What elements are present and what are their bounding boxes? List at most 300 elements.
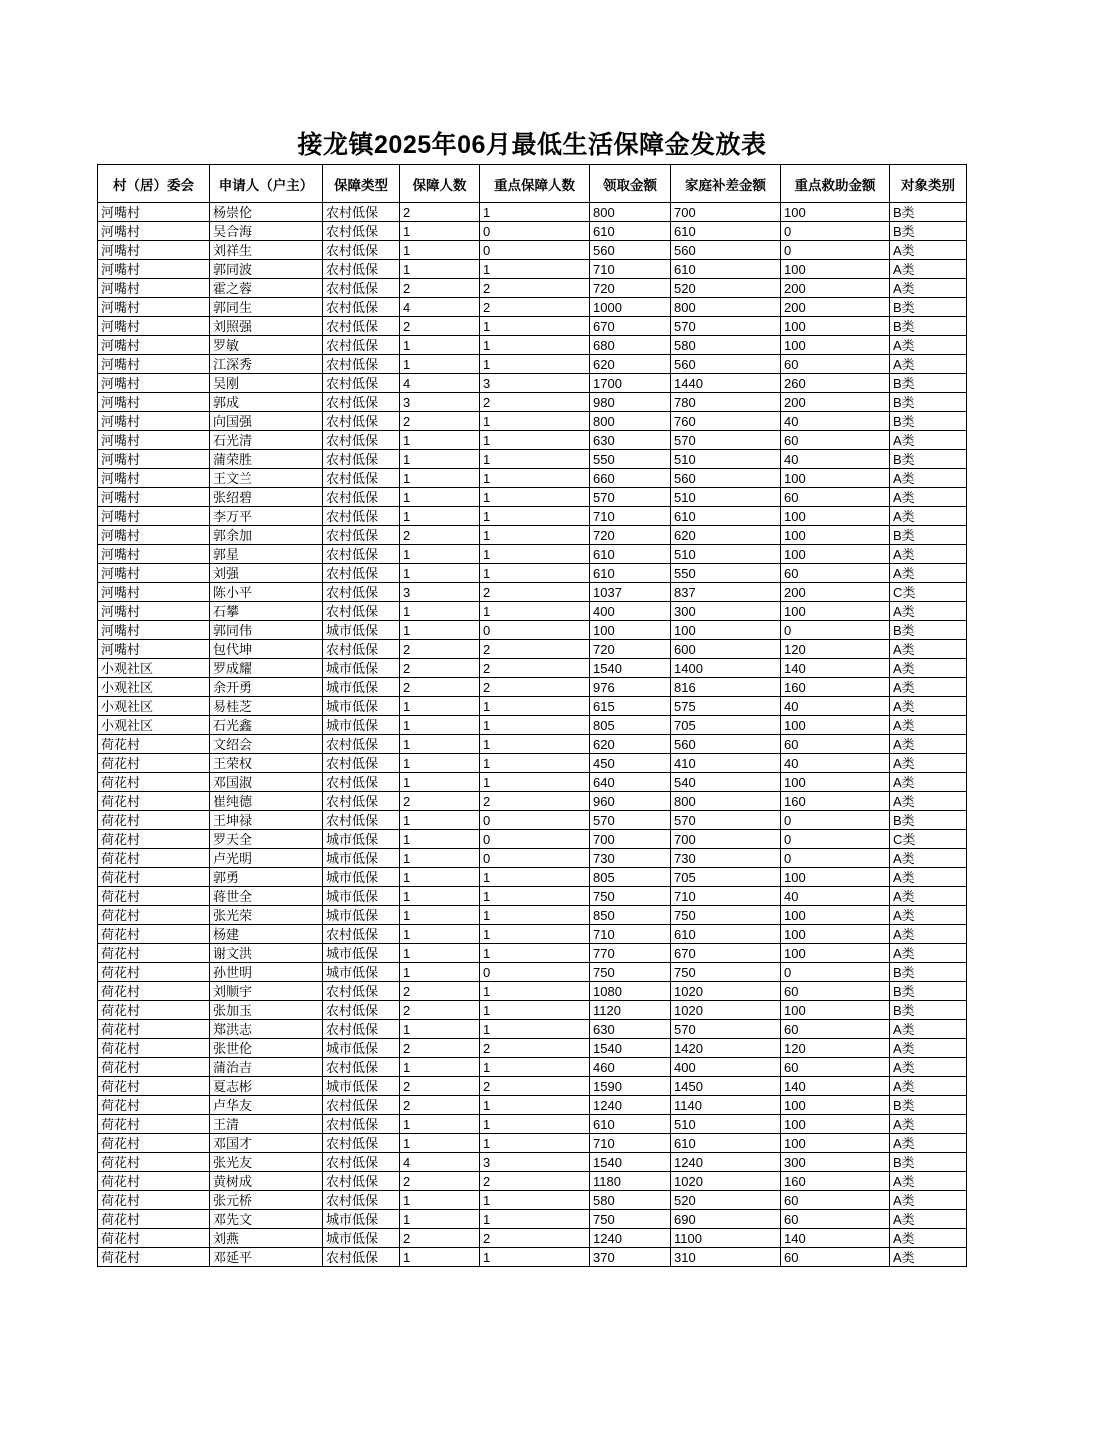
table-cell: 农村低保 bbox=[323, 640, 400, 659]
table-cell: 农村低保 bbox=[323, 1001, 400, 1020]
table-cell: 城市低保 bbox=[323, 697, 400, 716]
table-row bbox=[98, 792, 967, 811]
table-cell: 300 bbox=[781, 1153, 890, 1172]
table-row bbox=[98, 925, 967, 944]
table-cell: 河嘴村 bbox=[98, 241, 210, 260]
table-cell: 农村低保 bbox=[323, 241, 400, 260]
table-cell: 160 bbox=[781, 1172, 890, 1191]
table-cell: 3 bbox=[400, 583, 480, 602]
table-row bbox=[98, 1039, 967, 1058]
table-row bbox=[98, 317, 967, 336]
table-cell: 城市低保 bbox=[323, 1229, 400, 1248]
table-row bbox=[98, 393, 967, 412]
table-cell: 2 bbox=[400, 659, 480, 678]
table-row bbox=[98, 203, 967, 222]
table-cell: 农村低保 bbox=[323, 1020, 400, 1039]
table-cell: 560 bbox=[671, 241, 781, 260]
table-cell: 200 bbox=[781, 279, 890, 298]
table-cell: 100 bbox=[781, 545, 890, 564]
table-cell: 郭同波 bbox=[210, 260, 323, 279]
table-row bbox=[98, 1172, 967, 1191]
table-cell: 1 bbox=[480, 1134, 590, 1153]
table-cell: 1 bbox=[400, 963, 480, 982]
table-cell: 蒲治吉 bbox=[210, 1058, 323, 1077]
table-cell: 2 bbox=[400, 678, 480, 697]
table-row bbox=[98, 621, 967, 640]
table-cell: 510 bbox=[671, 450, 781, 469]
table-cell: 0 bbox=[781, 621, 890, 640]
table-cell: 800 bbox=[671, 792, 781, 811]
table-cell: 1 bbox=[480, 944, 590, 963]
table-cell: 农村低保 bbox=[323, 1058, 400, 1077]
table-cell: 1020 bbox=[671, 1172, 781, 1191]
table-cell: 1540 bbox=[590, 1039, 671, 1058]
table-cell: 荷花村 bbox=[98, 735, 210, 754]
table-row bbox=[98, 754, 967, 773]
table-cell: 邓延平 bbox=[210, 1248, 323, 1267]
table-cell: 1240 bbox=[590, 1096, 671, 1115]
table-cell: 河嘴村 bbox=[98, 317, 210, 336]
table-cell: 河嘴村 bbox=[98, 393, 210, 412]
table-cell: 1400 bbox=[671, 659, 781, 678]
table-cell: 农村低保 bbox=[323, 279, 400, 298]
table-cell: B类 bbox=[890, 1153, 967, 1172]
table-cell: 100 bbox=[781, 507, 890, 526]
table-row bbox=[98, 887, 967, 906]
table-cell: 710 bbox=[590, 260, 671, 279]
table-cell: 荷花村 bbox=[98, 1172, 210, 1191]
table-cell: 1590 bbox=[590, 1077, 671, 1096]
table-cell: 荷花村 bbox=[98, 925, 210, 944]
table-cell: 吴刚 bbox=[210, 374, 323, 393]
table-cell: 郑洪志 bbox=[210, 1020, 323, 1039]
table-cell: 石攀 bbox=[210, 602, 323, 621]
table-row bbox=[98, 1096, 967, 1115]
table-cell: 100 bbox=[781, 1134, 890, 1153]
table-row bbox=[98, 583, 967, 602]
table-cell: 2 bbox=[400, 412, 480, 431]
table-cell: 1240 bbox=[590, 1229, 671, 1248]
table-cell: 560 bbox=[671, 355, 781, 374]
table-cell: 580 bbox=[590, 1191, 671, 1210]
table-cell: C类 bbox=[890, 583, 967, 602]
table-row bbox=[98, 773, 967, 792]
table-cell: 城市低保 bbox=[323, 1210, 400, 1229]
table-cell: 560 bbox=[671, 469, 781, 488]
table-cell: 崔纯德 bbox=[210, 792, 323, 811]
table-cell: 河嘴村 bbox=[98, 298, 210, 317]
table-row bbox=[98, 431, 967, 450]
table-cell: 1 bbox=[480, 203, 590, 222]
table-cell: 荷花村 bbox=[98, 1210, 210, 1229]
column-header: 保障类型 bbox=[323, 165, 400, 203]
table-cell: 140 bbox=[781, 1077, 890, 1096]
table-cell: 1 bbox=[400, 260, 480, 279]
table-row bbox=[98, 640, 967, 659]
table-cell: 1 bbox=[400, 868, 480, 887]
table-cell: 2 bbox=[480, 393, 590, 412]
table-cell: 2 bbox=[480, 659, 590, 678]
table-cell: 100 bbox=[781, 925, 890, 944]
table-cell: 河嘴村 bbox=[98, 469, 210, 488]
table-cell: 1020 bbox=[671, 982, 781, 1001]
table-cell: 976 bbox=[590, 678, 671, 697]
table-cell: 郭勇 bbox=[210, 868, 323, 887]
table-cell: A类 bbox=[890, 355, 967, 374]
table-row bbox=[98, 963, 967, 982]
table-cell: 1 bbox=[480, 1191, 590, 1210]
table-cell: 0 bbox=[480, 241, 590, 260]
table-cell: 2 bbox=[480, 640, 590, 659]
table-cell: 410 bbox=[671, 754, 781, 773]
table-cell: 1420 bbox=[671, 1039, 781, 1058]
table-cell: 60 bbox=[781, 564, 890, 583]
table-cell: 60 bbox=[781, 735, 890, 754]
table-row bbox=[98, 222, 967, 241]
table-cell: 120 bbox=[781, 640, 890, 659]
table-cell: 660 bbox=[590, 469, 671, 488]
table-cell: 荷花村 bbox=[98, 811, 210, 830]
table-row bbox=[98, 1191, 967, 1210]
table-cell: 520 bbox=[671, 1191, 781, 1210]
table-cell: B类 bbox=[890, 450, 967, 469]
table-cell: 1 bbox=[400, 773, 480, 792]
table-cell: A类 bbox=[890, 735, 967, 754]
column-header: 重点救助金额 bbox=[781, 165, 890, 203]
table-cell: 河嘴村 bbox=[98, 507, 210, 526]
table-cell: 王文兰 bbox=[210, 469, 323, 488]
table-cell: 300 bbox=[671, 602, 781, 621]
table-cell: A类 bbox=[890, 1039, 967, 1058]
table-cell: 0 bbox=[480, 849, 590, 868]
table-cell: 农村低保 bbox=[323, 982, 400, 1001]
table-cell: 610 bbox=[590, 222, 671, 241]
table-cell: 100 bbox=[781, 773, 890, 792]
table-cell: 荷花村 bbox=[98, 1134, 210, 1153]
table-cell: 0 bbox=[781, 849, 890, 868]
table-cell: 690 bbox=[671, 1210, 781, 1229]
table-cell: 郭成 bbox=[210, 393, 323, 412]
table-cell: 向国强 bbox=[210, 412, 323, 431]
table-cell: 560 bbox=[671, 735, 781, 754]
table-cell: 荷花村 bbox=[98, 1248, 210, 1267]
table-cell: 1450 bbox=[671, 1077, 781, 1096]
table-cell: B类 bbox=[890, 222, 967, 241]
table-cell: 610 bbox=[590, 564, 671, 583]
table-cell: 城市低保 bbox=[323, 868, 400, 887]
table-cell: 农村低保 bbox=[323, 792, 400, 811]
table-cell: 荷花村 bbox=[98, 830, 210, 849]
table-cell: 农村低保 bbox=[323, 412, 400, 431]
table-cell: 农村低保 bbox=[323, 773, 400, 792]
table-cell: 城市低保 bbox=[323, 659, 400, 678]
column-header: 保障人数 bbox=[400, 165, 480, 203]
table-cell: C类 bbox=[890, 830, 967, 849]
table-cell: 710 bbox=[671, 887, 781, 906]
table-cell: 1 bbox=[480, 735, 590, 754]
table-cell: 谢文洪 bbox=[210, 944, 323, 963]
table-row bbox=[98, 982, 967, 1001]
table-cell: 1 bbox=[400, 431, 480, 450]
table-cell: 1 bbox=[400, 1020, 480, 1039]
table-cell: 农村低保 bbox=[323, 583, 400, 602]
table-cell: 670 bbox=[590, 317, 671, 336]
table-row bbox=[98, 241, 967, 260]
table-cell: A类 bbox=[890, 241, 967, 260]
table-cell: 荷花村 bbox=[98, 887, 210, 906]
table-cell: 农村低保 bbox=[323, 317, 400, 336]
table-cell: 610 bbox=[590, 545, 671, 564]
table-cell: A类 bbox=[890, 336, 967, 355]
table-cell: 1000 bbox=[590, 298, 671, 317]
table-cell: 510 bbox=[671, 1115, 781, 1134]
table-cell: A类 bbox=[890, 1077, 967, 1096]
table-cell: 980 bbox=[590, 393, 671, 412]
table-cell: 包代坤 bbox=[210, 640, 323, 659]
table-row bbox=[98, 906, 967, 925]
table-cell: 1 bbox=[400, 1058, 480, 1077]
table-cell: 850 bbox=[590, 906, 671, 925]
table-cell: 100 bbox=[781, 203, 890, 222]
table-cell: 700 bbox=[671, 830, 781, 849]
table-cell: 800 bbox=[671, 298, 781, 317]
table-cell: A类 bbox=[890, 697, 967, 716]
table-cell: 荷花村 bbox=[98, 1020, 210, 1039]
table-cell: B类 bbox=[890, 203, 967, 222]
table-cell: 城市低保 bbox=[323, 906, 400, 925]
table-cell: 易桂芝 bbox=[210, 697, 323, 716]
table-cell: 1 bbox=[400, 716, 480, 735]
table-cell: 560 bbox=[590, 241, 671, 260]
table-cell: 750 bbox=[590, 963, 671, 982]
table-cell: 60 bbox=[781, 488, 890, 507]
table-cell: 0 bbox=[480, 222, 590, 241]
table-cell: 荷花村 bbox=[98, 754, 210, 773]
table-row bbox=[98, 355, 967, 374]
table-cell: 1 bbox=[400, 545, 480, 564]
table-cell: 1 bbox=[400, 925, 480, 944]
table-row bbox=[98, 830, 967, 849]
table-cell: 100 bbox=[781, 1001, 890, 1020]
table-cell: 140 bbox=[781, 1229, 890, 1248]
table-cell: 2 bbox=[400, 203, 480, 222]
column-header: 重点保障人数 bbox=[480, 165, 590, 203]
table-cell: 750 bbox=[590, 1210, 671, 1229]
table-cell: 570 bbox=[671, 317, 781, 336]
table-cell: 荷花村 bbox=[98, 944, 210, 963]
table-cell: 河嘴村 bbox=[98, 450, 210, 469]
table-cell: 610 bbox=[671, 925, 781, 944]
table-cell: B类 bbox=[890, 526, 967, 545]
table-cell: 100 bbox=[781, 1115, 890, 1134]
table-cell: 100 bbox=[781, 602, 890, 621]
table-cell: 农村低保 bbox=[323, 1191, 400, 1210]
table-cell: 刘祥生 bbox=[210, 241, 323, 260]
table-cell: 1 bbox=[480, 697, 590, 716]
table-cell: A类 bbox=[890, 887, 967, 906]
table-cell: 荷花村 bbox=[98, 1077, 210, 1096]
table-cell: 城市低保 bbox=[323, 716, 400, 735]
table-cell: B类 bbox=[890, 1096, 967, 1115]
table-row bbox=[98, 564, 967, 583]
table-cell: B类 bbox=[890, 374, 967, 393]
table-row bbox=[98, 450, 967, 469]
table-cell: 610 bbox=[671, 1134, 781, 1153]
table-cell: A类 bbox=[890, 1115, 967, 1134]
table-cell: 1 bbox=[400, 735, 480, 754]
table-row bbox=[98, 374, 967, 393]
table-cell: B类 bbox=[890, 412, 967, 431]
table-cell: 河嘴村 bbox=[98, 203, 210, 222]
table-cell: 河嘴村 bbox=[98, 621, 210, 640]
table-cell: 40 bbox=[781, 887, 890, 906]
table-row bbox=[98, 298, 967, 317]
table-cell: A类 bbox=[890, 1248, 967, 1267]
table-cell: 1 bbox=[400, 830, 480, 849]
table-cell: A类 bbox=[890, 602, 967, 621]
table-cell: 1540 bbox=[590, 1153, 671, 1172]
table-cell: 小观社区 bbox=[98, 659, 210, 678]
table-cell: 2 bbox=[400, 526, 480, 545]
table-cell: 1440 bbox=[671, 374, 781, 393]
table-cell: 1 bbox=[480, 1248, 590, 1267]
table-row bbox=[98, 545, 967, 564]
table-cell: 805 bbox=[590, 868, 671, 887]
table-cell: 农村低保 bbox=[323, 526, 400, 545]
table-cell: 农村低保 bbox=[323, 222, 400, 241]
table-cell: 460 bbox=[590, 1058, 671, 1077]
table-row bbox=[98, 659, 967, 678]
table-cell: 1 bbox=[400, 1210, 480, 1229]
table-cell: 4 bbox=[400, 298, 480, 317]
table-cell: A类 bbox=[890, 545, 967, 564]
table-cell: 1 bbox=[400, 564, 480, 583]
table-cell: 100 bbox=[781, 526, 890, 545]
table-cell: 农村低保 bbox=[323, 336, 400, 355]
table-cell: 1 bbox=[480, 488, 590, 507]
table-cell: 0 bbox=[781, 241, 890, 260]
table-cell: 2 bbox=[480, 1229, 590, 1248]
table-cell: A类 bbox=[890, 431, 967, 450]
table-cell: 余开勇 bbox=[210, 678, 323, 697]
table-cell: 刘照强 bbox=[210, 317, 323, 336]
table-cell: 张加玉 bbox=[210, 1001, 323, 1020]
table-row bbox=[98, 279, 967, 298]
table-row bbox=[98, 1001, 967, 1020]
table-cell: 816 bbox=[671, 678, 781, 697]
table-cell: 570 bbox=[671, 431, 781, 450]
column-header: 领取金额 bbox=[590, 165, 671, 203]
table-cell: 文绍会 bbox=[210, 735, 323, 754]
table-cell: A类 bbox=[890, 1020, 967, 1039]
table-cell: 河嘴村 bbox=[98, 488, 210, 507]
table-cell: 1 bbox=[480, 1210, 590, 1229]
table-row bbox=[98, 526, 967, 545]
table-cell: 农村低保 bbox=[323, 1248, 400, 1267]
table-cell: 550 bbox=[590, 450, 671, 469]
table-cell: 农村低保 bbox=[323, 298, 400, 317]
table-cell: 700 bbox=[590, 830, 671, 849]
table-row bbox=[98, 944, 967, 963]
table-cell: 荷花村 bbox=[98, 1001, 210, 1020]
table-cell: 农村低保 bbox=[323, 1134, 400, 1153]
table-cell: 1 bbox=[480, 431, 590, 450]
table-cell: 2 bbox=[400, 640, 480, 659]
table-cell: 720 bbox=[590, 279, 671, 298]
table-cell: 王坤禄 bbox=[210, 811, 323, 830]
table-cell: 750 bbox=[671, 963, 781, 982]
table-cell: A类 bbox=[890, 773, 967, 792]
table-cell: 200 bbox=[781, 298, 890, 317]
table-cell: 1 bbox=[480, 716, 590, 735]
table-cell: 2 bbox=[400, 982, 480, 1001]
table-cell: 3 bbox=[480, 374, 590, 393]
table-cell: 40 bbox=[781, 412, 890, 431]
table-cell: 城市低保 bbox=[323, 678, 400, 697]
table-row bbox=[98, 1077, 967, 1096]
table-cell: 750 bbox=[671, 906, 781, 925]
table-row bbox=[98, 811, 967, 830]
table-cell: 城市低保 bbox=[323, 1039, 400, 1058]
column-header: 申请人（户主） bbox=[210, 165, 323, 203]
table-cell: 837 bbox=[671, 583, 781, 602]
table-cell: 1 bbox=[400, 241, 480, 260]
table-row bbox=[98, 868, 967, 887]
table-cell: 农村低保 bbox=[323, 1096, 400, 1115]
table-cell: 刘燕 bbox=[210, 1229, 323, 1248]
table-cell: 1 bbox=[480, 336, 590, 355]
table-cell: A类 bbox=[890, 1210, 967, 1229]
table-row bbox=[98, 697, 967, 716]
table-cell: A类 bbox=[890, 792, 967, 811]
table-cell: 1 bbox=[480, 412, 590, 431]
table-cell: 620 bbox=[590, 355, 671, 374]
table-cell: 张世伦 bbox=[210, 1039, 323, 1058]
table-cell: 310 bbox=[671, 1248, 781, 1267]
table-cell: A类 bbox=[890, 754, 967, 773]
table-cell: 2 bbox=[400, 317, 480, 336]
table-row bbox=[98, 412, 967, 431]
table-cell: 1020 bbox=[671, 1001, 781, 1020]
table-row bbox=[98, 1210, 967, 1229]
table-cell: 张元桥 bbox=[210, 1191, 323, 1210]
table-cell: 城市低保 bbox=[323, 963, 400, 982]
table-cell: 1 bbox=[480, 450, 590, 469]
table-cell: A类 bbox=[890, 507, 967, 526]
benefit-distribution-table bbox=[97, 164, 967, 1267]
table-cell: 荷花村 bbox=[98, 982, 210, 1001]
table-cell: 河嘴村 bbox=[98, 374, 210, 393]
page-title: 接龙镇2025年06月最低生活保障金发放表 bbox=[297, 131, 767, 159]
table-cell: 520 bbox=[671, 279, 781, 298]
table-cell: 1240 bbox=[671, 1153, 781, 1172]
table-cell: 720 bbox=[590, 526, 671, 545]
table-cell: 1 bbox=[400, 906, 480, 925]
table-cell: 60 bbox=[781, 431, 890, 450]
table-cell: 710 bbox=[590, 507, 671, 526]
table-cell: 1 bbox=[400, 602, 480, 621]
table-cell: 城市低保 bbox=[323, 944, 400, 963]
table-cell: 荷花村 bbox=[98, 906, 210, 925]
table-cell: 610 bbox=[671, 222, 781, 241]
table-cell: 陈小平 bbox=[210, 583, 323, 602]
table-row bbox=[98, 849, 967, 868]
table-cell: A类 bbox=[890, 279, 967, 298]
table-cell: 2 bbox=[480, 1077, 590, 1096]
table-cell: 2 bbox=[400, 279, 480, 298]
table-cell: 60 bbox=[781, 355, 890, 374]
table-cell: B类 bbox=[890, 1001, 967, 1020]
